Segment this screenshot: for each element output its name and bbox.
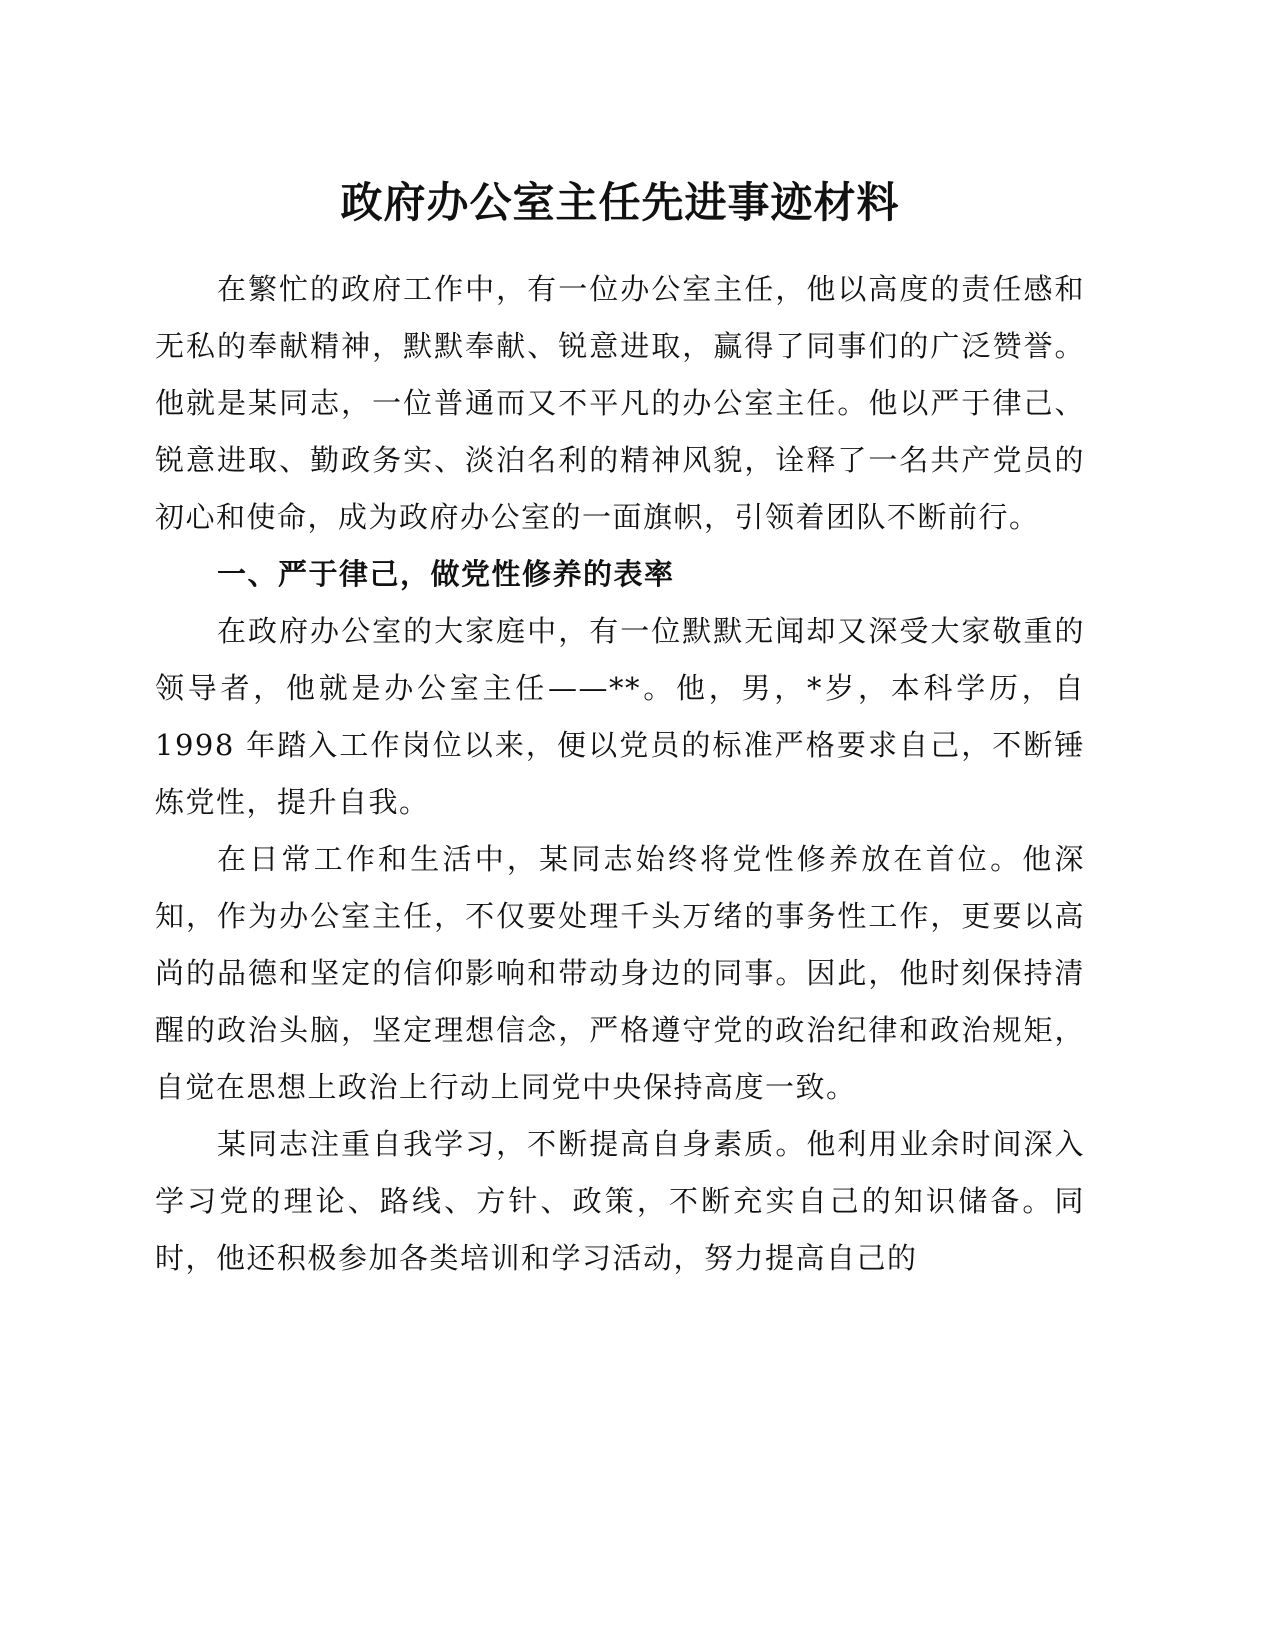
document-body: [155, 175, 1085, 1287]
body-paragraph: 某同志注重自我学习，不断提高自身素质。他利用业余时间深入学习党的理论、路线、方针、政策，不断充实自己的知识储备。同时，他还积极参加各类培训和学习活动，努力提高自己的: [155, 1127, 1085, 1275]
document-title: 政府办公室主任先进事迹材料: [340, 178, 900, 227]
body-paragraph: 在政府办公室的大家庭中，有一位默默无闻却又深受大家敬重的领导者，他就是办公室主任——**。他，男，*岁，本科学历，自 1998 年踏入工作岗位以来，便以党员的标准严格要求自己，不断锤炼党性，提升自我。: [155, 614, 1085, 819]
body-paragraph: 在日常工作和生活中，某同志始终将党性修养放在首位。他深知，作为办公室主任，不仅要处理千头万绪的事务性工作，更要以高尚的品德和坚定的信仰影响和带动身边的同事。因此，他时刻保持清醒的政治头脑，坚定理想信念，严格遵守党的政治纪律和政治规矩，自觉在思想上政治上行动上同党中央保持高度一致。: [155, 842, 1085, 1104]
section-heading: 一、严于律己，做党性修养的表率: [217, 557, 675, 591]
intro-paragraph: 在繁忙的政府工作中，有一位办公室主任，他以高度的责任感和无私的奉献精神，默默奉献、锐意进取，赢得了同事们的广泛赞誉。他就是某同志，一位普通而又不平凡的办公室主任。他以严于律己、锐意进取、勤政务实、淡泊名利的精神风貌，诠释了一名共产党员的初心和使命，成为政府办公室的一面旗帜，引领着团队不断前行。: [155, 272, 1085, 534]
